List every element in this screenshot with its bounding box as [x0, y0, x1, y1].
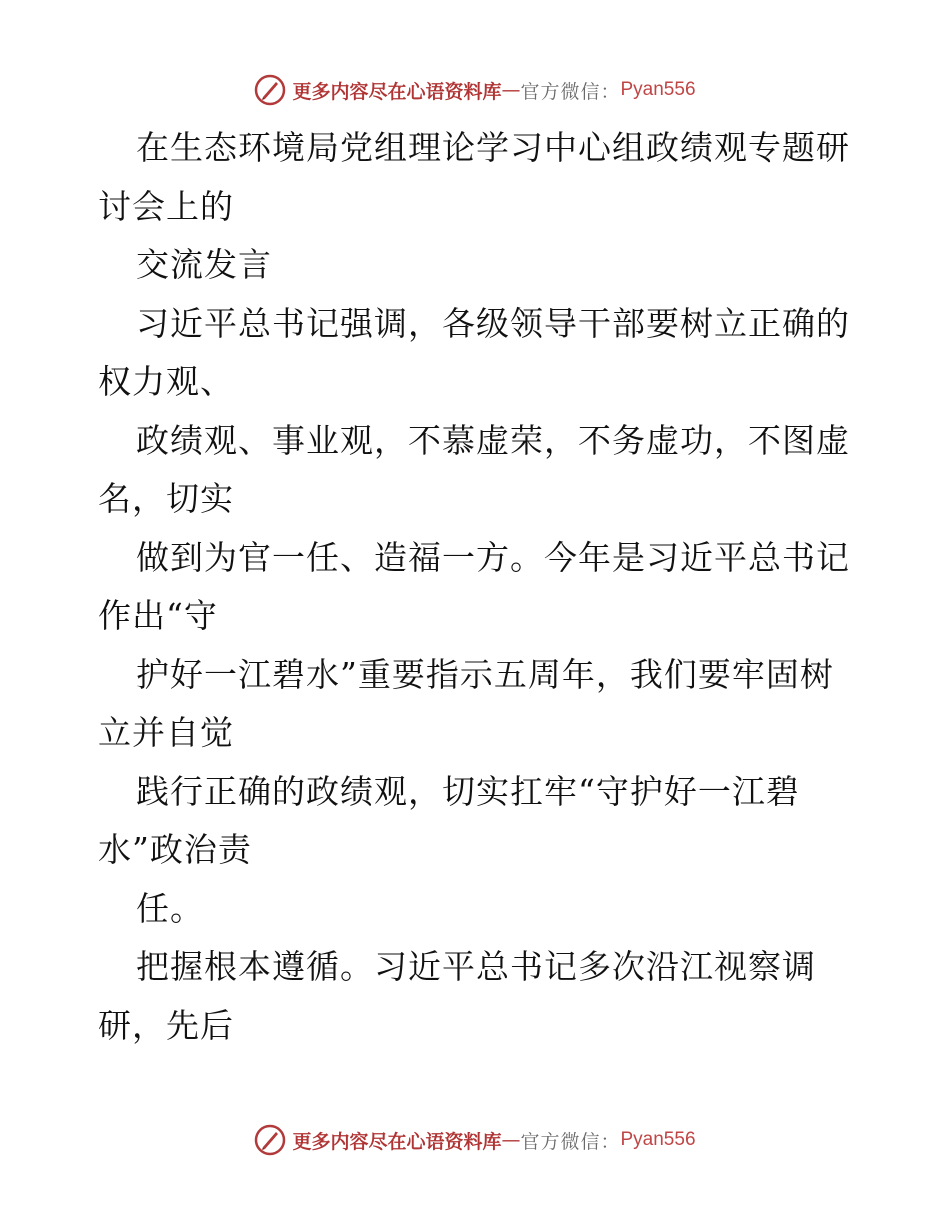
quill-logo-icon — [254, 1124, 286, 1156]
text-line: 水”政治责 — [98, 830, 252, 869]
text-line: 作出“守 — [98, 596, 218, 635]
watermark-main-text: 更多内容尽在心语资料库 — [292, 80, 502, 103]
text-line: 讨会上的 — [98, 186, 234, 226]
watermark-wechat-id: Pyan556 — [620, 1129, 696, 1150]
text-line: 践行正确的政绩观，切实扛牢“守护好一江碧 — [136, 771, 800, 811]
text-line: 在生态环境局党组理论学习中心组政绩观专题研 — [136, 128, 850, 167]
text-line: 做到为官一任、造福一方。今年是习近平总书记 — [136, 537, 850, 577]
quill-logo-icon — [254, 74, 286, 106]
header-watermark — [0, 70, 950, 110]
text-line: 交流发言 — [136, 245, 272, 284]
text-line: 研，先后 — [98, 1005, 234, 1045]
document-body — [98, 119, 858, 1055]
text-line: 立并自觉 — [98, 713, 234, 752]
footer-watermark — [0, 1120, 950, 1160]
text-line: 政绩观、事业观，不慕虚荣，不务虚功，不图虚 — [136, 420, 850, 460]
watermark-main-text: 更多内容尽在心语资料库 — [292, 1130, 502, 1153]
watermark-wechat-id: Pyan556 — [620, 79, 696, 100]
text-line: 把握根本遵循。习近平总书记多次沿江视察调 — [136, 947, 816, 986]
text-line: 任。 — [136, 888, 204, 928]
text-line: 名，切实 — [98, 479, 234, 518]
watermark-wechat-label: 官方微信： — [520, 80, 621, 103]
watermark-separator: — — [501, 1129, 521, 1151]
watermark-separator: — — [501, 79, 521, 101]
text-line: 习近平总书记强调，各级领导干部要树立正确的 — [136, 303, 850, 343]
text-line: 权力观、 — [98, 362, 234, 401]
text-line: 护好一江碧水”重要指示五周年，我们要牢固树 — [136, 654, 834, 694]
watermark-wechat-label: 官方微信： — [520, 1130, 621, 1153]
